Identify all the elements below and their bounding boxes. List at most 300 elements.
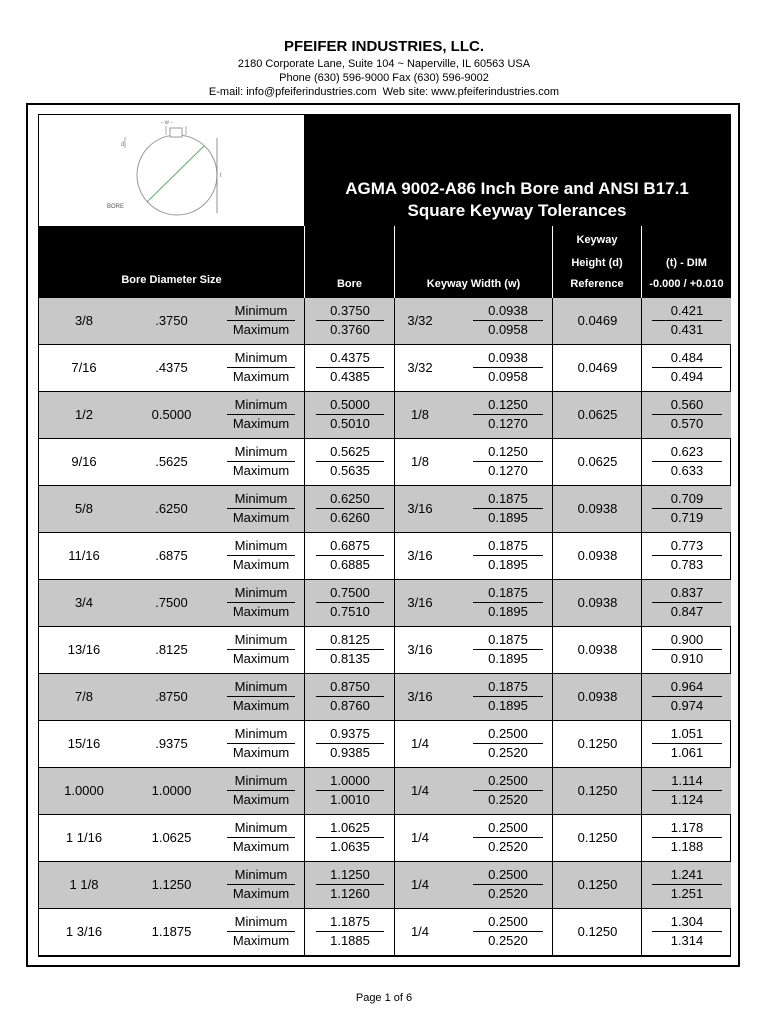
t-dim-divider xyxy=(652,461,722,462)
min-max-divider xyxy=(227,884,295,885)
keyway-min: 0.2500 xyxy=(488,914,528,929)
company-email[interactable]: E-mail: info@pfeiferindustries.com xyxy=(208,86,377,98)
bore-diameter-cell xyxy=(39,392,304,438)
keyway-divider xyxy=(473,743,543,744)
keyway-min: 0.2500 xyxy=(488,867,528,882)
keyway-min: 0.2500 xyxy=(488,773,528,788)
table-row xyxy=(39,392,731,439)
bore-max: 1.1885 xyxy=(330,933,370,948)
keyway-max: 0.1270 xyxy=(488,463,528,478)
bore-fraction: 1 1/8 xyxy=(69,877,99,892)
t-dim-cell xyxy=(641,862,731,908)
t-dim-divider xyxy=(652,696,722,697)
bore-min: 0.7500 xyxy=(330,585,370,600)
t-dim-cell xyxy=(641,439,731,485)
keyway-divider xyxy=(473,931,543,932)
bore-fraction: 7/8 xyxy=(74,689,94,704)
t-dim-divider xyxy=(652,414,722,415)
bore-max: 0.5635 xyxy=(330,463,370,478)
keyway-width-cell xyxy=(394,580,552,626)
bore-divider xyxy=(316,884,384,885)
bore-max: 0.3760 xyxy=(330,322,370,337)
keyway-min: 0.1875 xyxy=(488,491,528,506)
keyway-height-cell xyxy=(552,392,641,438)
keyway-divider xyxy=(473,602,543,603)
bore-divider xyxy=(316,931,384,932)
t-dim-cell xyxy=(641,298,731,344)
col-header-keyway-width xyxy=(394,226,552,298)
bore-divider xyxy=(316,696,384,697)
keyway-height: 0.0938 xyxy=(577,548,618,563)
t-dim-min: 0.421 xyxy=(670,303,704,318)
keyway-width-cell xyxy=(394,298,552,344)
keyway-height: 0.1250 xyxy=(577,736,618,751)
min-max-divider xyxy=(227,367,295,368)
keyway-divider xyxy=(473,508,543,509)
keyway-width-cell xyxy=(394,768,552,814)
w-label: - w - xyxy=(161,120,173,126)
keyway-height-cell xyxy=(552,768,641,814)
bore-cell xyxy=(304,674,394,720)
min-max-divider xyxy=(227,837,295,838)
t-dim-divider xyxy=(652,884,722,885)
maximum-label: Maximum xyxy=(232,510,290,525)
keyway-width-cell xyxy=(394,674,552,720)
bore-cell xyxy=(304,862,394,908)
t-dim-cell xyxy=(641,486,731,532)
keyway-height: 0.0625 xyxy=(577,407,618,422)
bore-divider xyxy=(316,508,384,509)
col-header-bore xyxy=(304,226,394,298)
t-dim-divider xyxy=(652,367,722,368)
keyway-min: 0.0938 xyxy=(488,350,528,365)
bore-min: 0.3750 xyxy=(330,303,370,318)
t-dim-cell xyxy=(641,674,731,720)
keyway-fraction: 3/16 xyxy=(407,501,433,516)
bore-fraction: 3/8 xyxy=(74,313,94,328)
t-dim-cell xyxy=(641,627,731,673)
keyway-fraction: 1/4 xyxy=(410,783,430,798)
keyway-width-cell xyxy=(394,345,552,391)
bore-diameter-cell xyxy=(39,486,304,532)
bore-min: 1.1875 xyxy=(330,914,370,929)
table-row xyxy=(39,721,731,768)
minimum-label: Minimum xyxy=(234,820,288,835)
bore-cell xyxy=(304,627,394,673)
keyway-min: 0.1875 xyxy=(488,585,528,600)
page-number: Page 1 of 6 xyxy=(355,992,413,1004)
bore-decimal: 1.0000 xyxy=(151,783,192,798)
company-contact xyxy=(0,86,768,98)
keyway-max: 0.0958 xyxy=(488,322,528,337)
table-row xyxy=(39,909,731,956)
keyway-divider xyxy=(473,320,543,321)
min-max-divider xyxy=(227,461,295,462)
keyway-height-cell xyxy=(552,298,641,344)
bore-min: 0.5625 xyxy=(330,444,370,459)
bore-min: 1.1250 xyxy=(330,867,370,882)
t-dim-cell xyxy=(641,345,731,391)
t-dim-cell xyxy=(641,815,731,861)
t-dim-min: 0.484 xyxy=(670,350,704,365)
bore-diameter-cell xyxy=(39,721,304,767)
bore-divider xyxy=(316,602,384,603)
keyway-height-cell xyxy=(552,486,641,532)
bore-diameter-cell xyxy=(39,909,304,955)
table-row xyxy=(39,768,731,815)
t-dim-min: 1.051 xyxy=(670,726,704,741)
bore-diameter-cell xyxy=(39,768,304,814)
t-dim-divider xyxy=(652,743,722,744)
min-max-divider xyxy=(227,555,295,556)
bore-divider xyxy=(316,555,384,556)
keyway-max: 0.1895 xyxy=(488,510,528,525)
bore-fraction: 3/4 xyxy=(74,595,94,610)
bore-diameter-cell xyxy=(39,533,304,579)
bore-max: 1.0010 xyxy=(330,792,370,807)
bore-min: 0.5000 xyxy=(330,397,370,412)
maximum-label: Maximum xyxy=(232,369,290,384)
table-title-line1: AGMA 9002-A86 Inch Bore and ANSI B17.1 xyxy=(345,179,689,198)
t-dim-cell xyxy=(641,580,731,626)
t-dim-max: 1.314 xyxy=(670,933,704,948)
keyway-divider xyxy=(473,790,543,791)
keyway-fraction: 3/16 xyxy=(407,595,433,610)
keyway-width-cell xyxy=(394,721,552,767)
keyway-min: 0.1875 xyxy=(488,538,528,553)
min-max-divider xyxy=(227,602,295,603)
bore-max: 0.9385 xyxy=(330,745,370,760)
keyway-fraction: 1/8 xyxy=(410,407,430,422)
bore-divider xyxy=(316,649,384,650)
min-max-divider xyxy=(227,743,295,744)
bore-decimal: .8750 xyxy=(155,689,188,704)
minimum-label: Minimum xyxy=(234,350,288,365)
keyway-height-cell xyxy=(552,862,641,908)
t-dim-max: 0.719 xyxy=(670,510,704,525)
t-dim-divider xyxy=(652,320,722,321)
keyway-height-cell xyxy=(552,909,641,955)
bore-max: 1.1260 xyxy=(330,886,370,901)
bore-decimal: .6875 xyxy=(155,548,188,563)
keyway-height-cell xyxy=(552,345,641,391)
keyway-height: 0.0938 xyxy=(577,595,618,610)
bore-decimal: .5625 xyxy=(155,454,188,469)
keyway-fraction: 3/32 xyxy=(407,313,433,328)
keyway-width-cell xyxy=(394,392,552,438)
keyway-width-cell xyxy=(394,862,552,908)
keyway-height-cell xyxy=(552,627,641,673)
keyway-height: 0.0938 xyxy=(577,642,618,657)
keyway-width-cell xyxy=(394,627,552,673)
t-dim-min: 0.837 xyxy=(670,585,704,600)
bore-diameter-cell xyxy=(39,862,304,908)
table-row xyxy=(39,580,731,627)
keyway-min: 0.1875 xyxy=(488,679,528,694)
t-dim-divider xyxy=(652,649,722,650)
keyway-max: 0.1895 xyxy=(488,698,528,713)
minimum-label: Minimum xyxy=(234,632,288,647)
t-dim-max: 1.188 xyxy=(670,839,704,854)
keyway-height: 0.0625 xyxy=(577,454,618,469)
col-header-bore-diameter xyxy=(39,226,304,298)
bore-decimal: .9375 xyxy=(155,736,188,751)
bore-max: 0.4385 xyxy=(330,369,370,384)
minimum-label: Minimum xyxy=(234,914,288,929)
bore-decimal: 1.1875 xyxy=(151,924,192,939)
bore-diameter-cell xyxy=(39,439,304,485)
keyway-fraction: 1/4 xyxy=(410,736,430,751)
bore-divider xyxy=(316,461,384,462)
maximum-label: Maximum xyxy=(232,416,290,431)
t-dim-max: 0.974 xyxy=(670,698,704,713)
keyway-fraction: 1/4 xyxy=(410,830,430,845)
col-header-bore-diameter-label: Bore Diameter Size xyxy=(121,274,222,286)
minimum-label: Minimum xyxy=(234,538,288,553)
t-dim-min: 1.178 xyxy=(670,820,704,835)
bore-min: 1.0625 xyxy=(330,820,370,835)
keyway-divider xyxy=(473,414,543,415)
bore-cell xyxy=(304,768,394,814)
bore-diameter-cell xyxy=(39,298,304,344)
keyway-height-cell xyxy=(552,533,641,579)
t-dim-min: 0.964 xyxy=(670,679,704,694)
bore-max: 0.5010 xyxy=(330,416,370,431)
table-row xyxy=(39,486,731,533)
t-dim-divider xyxy=(652,837,722,838)
company-address: 2180 Corporate Lane, Suite 104 ~ Naperville, IL 60563 USA xyxy=(237,58,531,70)
maximum-label: Maximum xyxy=(232,886,290,901)
minimum-label: Minimum xyxy=(234,679,288,694)
company-website[interactable]: Web site: www.pfeiferindustries.com xyxy=(382,86,560,98)
keyway-divider xyxy=(473,696,543,697)
company-phones: Phone (630) 596-9000 Fax (630) 596-9002 xyxy=(279,72,489,84)
bore-divider xyxy=(316,367,384,368)
maximum-label: Maximum xyxy=(232,604,290,619)
bore-label: BORE xyxy=(107,204,125,210)
bore-cell xyxy=(304,721,394,767)
table-row xyxy=(39,439,731,486)
t-dim-min: 0.560 xyxy=(670,397,704,412)
col-header-bore-label: Bore xyxy=(336,278,363,290)
bore-decimal: 0.5000 xyxy=(151,407,192,422)
t-dim-divider xyxy=(652,602,722,603)
keyway-max: 0.1895 xyxy=(488,557,528,572)
t-dim-max: 0.494 xyxy=(670,369,704,384)
minimum-label: Minimum xyxy=(234,444,288,459)
bore-decimal: .6250 xyxy=(155,501,188,516)
keyway-height: 0.0938 xyxy=(577,689,618,704)
keyway-diagram-svg xyxy=(39,115,304,226)
t-dim-max: 0.633 xyxy=(670,463,704,478)
keyway-min: 0.0938 xyxy=(488,303,528,318)
t-label: t xyxy=(220,173,222,179)
t-dim-divider xyxy=(652,790,722,791)
bore-decimal: 1.0625 xyxy=(151,830,192,845)
bore-max: 0.6260 xyxy=(330,510,370,525)
minimum-label: Minimum xyxy=(234,585,288,600)
table-row xyxy=(39,345,731,392)
keyway-max: 0.2520 xyxy=(488,792,528,807)
t-dim-min: 0.773 xyxy=(670,538,704,553)
col-header-t-dim xyxy=(641,226,731,298)
keyway-height: 0.1250 xyxy=(577,783,618,798)
bore-min: 0.4375 xyxy=(330,350,370,365)
min-max-divider xyxy=(227,790,295,791)
t-dim-max: 0.783 xyxy=(670,557,704,572)
t-dim-max: 0.847 xyxy=(670,604,704,619)
keyway-height: 0.0938 xyxy=(577,501,618,516)
bore-decimal: .7500 xyxy=(155,595,188,610)
t-dim-max: 0.570 xyxy=(670,416,704,431)
keyway-divider xyxy=(473,461,543,462)
keyway-divider xyxy=(473,884,543,885)
keyway-max: 0.1270 xyxy=(488,416,528,431)
table-row xyxy=(39,815,731,862)
minimum-label: Minimum xyxy=(234,491,288,506)
keyway-height-cell xyxy=(552,674,641,720)
keyway-width-cell xyxy=(394,439,552,485)
col-header-keyway-width-label: Keyway Width (w) xyxy=(426,278,521,290)
t-dim-cell xyxy=(641,533,731,579)
t-dim-cell xyxy=(641,909,731,955)
bore-fraction: 1 1/16 xyxy=(65,830,103,845)
t-dim-min: 1.304 xyxy=(670,914,704,929)
table-row xyxy=(39,298,731,345)
maximum-label: Maximum xyxy=(232,651,290,666)
min-max-divider xyxy=(227,696,295,697)
t-dim-cell xyxy=(641,721,731,767)
bore-divider xyxy=(316,414,384,415)
bore-fraction: 15/16 xyxy=(67,736,101,751)
bore-min: 0.9375 xyxy=(330,726,370,741)
keyway-max: 0.2520 xyxy=(488,745,528,760)
keyway-max: 0.0958 xyxy=(488,369,528,384)
maximum-label: Maximum xyxy=(232,463,290,478)
bore-decimal: .4375 xyxy=(155,360,188,375)
bore-diameter-cell xyxy=(39,345,304,391)
min-max-divider xyxy=(227,508,295,509)
maximum-label: Maximum xyxy=(232,322,290,337)
bore-cell xyxy=(304,392,394,438)
bore-fraction: 9/16 xyxy=(71,454,97,469)
t-dim-min: 1.241 xyxy=(670,867,704,882)
keyway-width-cell xyxy=(394,815,552,861)
bore-cell xyxy=(304,580,394,626)
min-max-divider xyxy=(227,320,295,321)
maximum-label: Maximum xyxy=(232,839,290,854)
col-header-keyway-height-l1: Keyway xyxy=(576,234,618,246)
keyway-max: 0.2520 xyxy=(488,839,528,854)
bore-fraction: 1 3/16 xyxy=(65,924,103,939)
bore-diameter-cell xyxy=(39,815,304,861)
d-label: d xyxy=(121,142,125,148)
keyway-height: 0.1250 xyxy=(577,924,618,939)
t-dim-divider xyxy=(652,555,722,556)
keyway-fraction: 3/16 xyxy=(407,642,433,657)
bore-min: 0.8750 xyxy=(330,679,370,694)
keyway-max: 0.2520 xyxy=(488,933,528,948)
keyway-width-cell xyxy=(394,486,552,532)
bore-cell xyxy=(304,298,394,344)
maximum-label: Maximum xyxy=(232,557,290,572)
keyway-fraction: 3/32 xyxy=(407,360,433,375)
t-dim-max: 1.124 xyxy=(670,792,704,807)
keyway-max: 0.1895 xyxy=(488,651,528,666)
table-row xyxy=(39,862,731,909)
keyway-width-cell xyxy=(394,909,552,955)
minimum-label: Minimum xyxy=(234,303,288,318)
t-dim-max: 0.431 xyxy=(670,322,704,337)
bore-min: 1.0000 xyxy=(330,773,370,788)
col-header-keyway-height-l2: Height (d) xyxy=(571,257,623,269)
bore-max: 1.0635 xyxy=(330,839,370,854)
keyway-fraction: 1/4 xyxy=(410,924,430,939)
bore-min: 0.6250 xyxy=(330,491,370,506)
keyway-height: 0.0469 xyxy=(577,313,618,328)
t-dim-max: 1.251 xyxy=(670,886,704,901)
col-header-t-dim-l1: (t) - DIM xyxy=(666,257,707,269)
bore-min: 0.8125 xyxy=(330,632,370,647)
keyway-min: 0.1875 xyxy=(488,632,528,647)
bore-max: 0.6885 xyxy=(330,557,370,572)
bore-decimal: .3750 xyxy=(155,313,188,328)
bore-decimal: 1.1250 xyxy=(151,877,192,892)
keyway-fraction: 1/8 xyxy=(410,454,430,469)
col-header-t-dim-l2: -0.000 / +0.010 xyxy=(649,278,724,290)
bore-cell xyxy=(304,533,394,579)
bore-cell xyxy=(304,345,394,391)
bore-cell xyxy=(304,909,394,955)
col-header-keyway-height-l3: Reference xyxy=(570,278,624,290)
bore-fraction: 1/2 xyxy=(74,407,94,422)
bore-max: 0.7510 xyxy=(330,604,370,619)
min-max-divider xyxy=(227,931,295,932)
col-header-keyway-height xyxy=(552,226,641,298)
keyway-max: 0.1895 xyxy=(488,604,528,619)
keyway-divider xyxy=(473,367,543,368)
bore-min: 0.6875 xyxy=(330,538,370,553)
table-title-line2: Square Keyway Tolerances xyxy=(407,201,627,220)
bore-divider xyxy=(316,837,384,838)
keyway-max: 0.2520 xyxy=(488,886,528,901)
t-dim-cell xyxy=(641,768,731,814)
bore-max: 0.8760 xyxy=(330,698,370,713)
keyway-height: 0.1250 xyxy=(577,830,618,845)
keyway-fraction: 1/4 xyxy=(410,877,430,892)
keyway-min: 0.1250 xyxy=(488,444,528,459)
keyway-divider xyxy=(473,555,543,556)
t-dim-max: 0.910 xyxy=(670,651,704,666)
keyway-min: 0.2500 xyxy=(488,726,528,741)
table-row xyxy=(39,674,731,721)
bore-fraction: 1.0000 xyxy=(64,783,104,798)
keyway-fraction: 3/16 xyxy=(407,689,433,704)
keyway-height-cell xyxy=(552,580,641,626)
table-title xyxy=(304,115,730,226)
table-row xyxy=(39,533,731,580)
minimum-label: Minimum xyxy=(234,726,288,741)
t-dim-min: 0.623 xyxy=(670,444,704,459)
maximum-label: Maximum xyxy=(232,745,290,760)
t-dim-max: 1.061 xyxy=(670,745,704,760)
bore-diameter-cell xyxy=(39,627,304,673)
t-dim-divider xyxy=(652,508,722,509)
t-dim-divider xyxy=(652,931,722,932)
keyway-height-cell xyxy=(552,721,641,767)
keyway-min: 0.2500 xyxy=(488,820,528,835)
bore-fraction: 7/16 xyxy=(71,360,97,375)
